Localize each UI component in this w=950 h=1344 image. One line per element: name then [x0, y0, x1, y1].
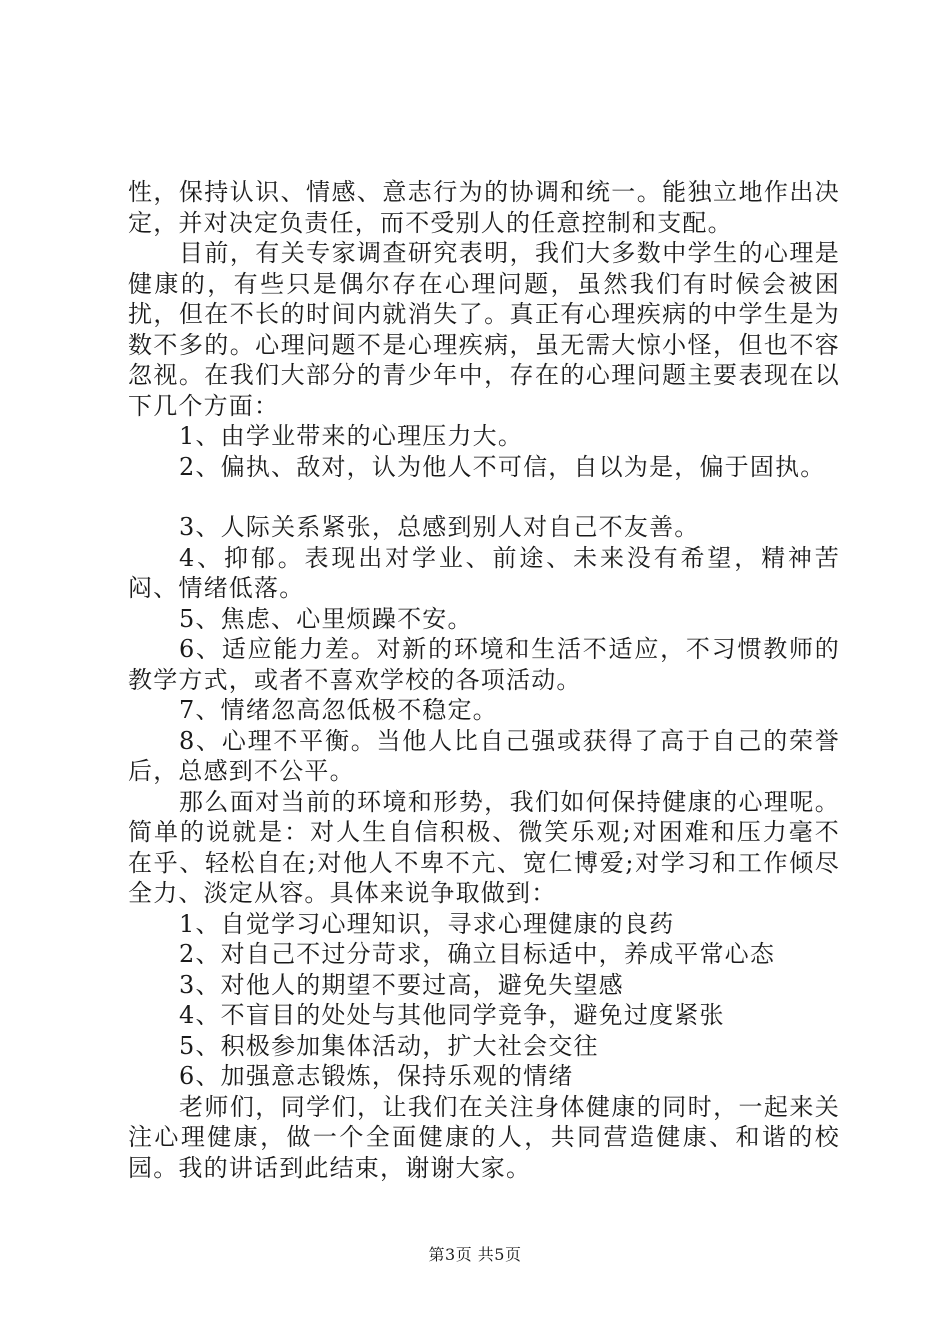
list-item-problem-8: 8、心理不平衡。当他人比自己强或获得了高于自己的荣誉后，总感到不公平。 [128, 726, 840, 785]
list-item-problem-6: 6、适应能力差。对新的环境和生活不适应，不习惯教师的教学方式，或者不喜欢学校的各项活动。 [128, 635, 840, 694]
list-item-problem-4: 4、抑郁。表现出对学业、前途、未来没有希望，精神苦闷、情绪低落。 [128, 543, 840, 602]
list-item-advice-3: 3、对他人的期望不要过高，避免失望感 [179, 970, 624, 999]
list-item-advice-1: 1、自觉学习心理知识，寻求心理健康的良药 [179, 909, 675, 938]
list-item-problem-1: 1、由学业带来的心理压力大。 [179, 422, 524, 450]
list-item-problem-3: 3、人际关系紧张，总感到别人对自己不友善。 [179, 513, 700, 541]
page-number-label: 第3页 共5页 [428, 1245, 522, 1264]
paragraph-how-to-stay-healthy: 那么面对当前的环境和形势，我们如何保持健康的心理呢。简单的说就是：对人生自信积极、微笑乐观;对困难和压力毫不在乎、轻松自在;对他人不卑不亢、宽仁博爱;对学习和工作倾尽全力、淡定从容。具体来说争取做到： [128, 787, 840, 907]
list-item-advice-5: 5、积极参加集体活动，扩大社会交往 [179, 1031, 599, 1060]
paragraph-survey-findings: 目前，有关专家调查研究表明，我们大多数中学生的心理是健康的，有些只是偶尔存在心理问题，虽然我们有时候会被困扰，但在不长的时间内就消失了。真正有心理疾病的中学生是为数不多的。心理问题不是心理疾病，虽无需大惊小怪，但也不容忽视。在我们大部分的青少年中，存在的心理问题主要表现在以下几个方面： [128, 239, 840, 420]
paragraph-continuation: 性，保持认识、情感、意志行为的协调和统一。能独立地作出决定，并对决定负责任，而不受别人的任意控制和支配。 [128, 178, 840, 237]
paragraph-closing: 老师们，同学们，让我们在关注身体健康的同时，一起来关注心理健康，做一个全面健康的人，共同营造健康、和谐的校园。我的讲话到此结束，谢谢大家。 [128, 1092, 840, 1182]
list-item-advice-4: 4、不盲目的处处与其他同学竞争，避免过度紧张 [179, 1001, 725, 1029]
list-item-advice-2: 2、对自己不过分苛求，确立目标适中，养成平常心态 [179, 940, 776, 968]
list-item-problem-2: 2、偏执、敌对，认为他人不可信，自以为是，偏于固执。 [179, 452, 826, 481]
list-item-problem-7: 7、情绪忽高忽低极不稳定。 [179, 696, 498, 724]
list-item-problem-5: 5、焦虑、心里烦躁不安。 [179, 604, 473, 633]
document-body [128, 177, 840, 1183]
list-item-advice-6: 6、加强意志锻炼，保持乐观的情绪 [179, 1062, 574, 1090]
page-footer [0, 1242, 950, 1265]
